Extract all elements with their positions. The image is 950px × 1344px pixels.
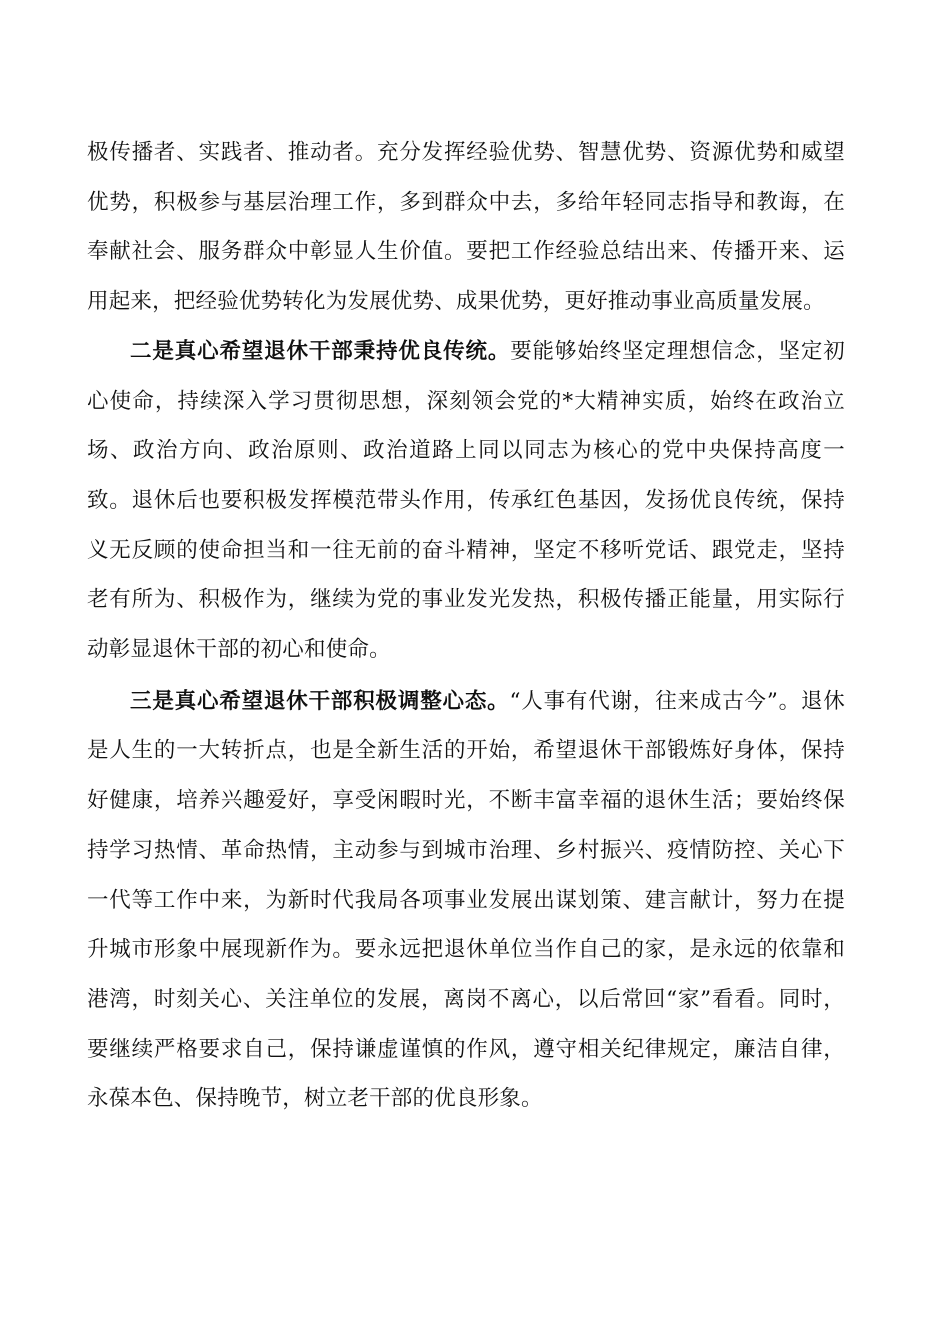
paragraph-text: 极传播者、实践者、推动者。充分发挥经验优势、智慧优势、资源优势和威望优势，积极参与基层治理工作，多到群众中去，多给年轻同志指导和教诲，在奉献社会、服务群众中彰显人生价值。要把工作经验总结出来、传播开来、运用起来，把经验优势转化为发展优势、成果优势，更好推动事业高质量发展。: [87, 140, 845, 315]
paragraph-point-two: [87, 327, 845, 675]
paragraph-text: “人事有代谢，往来成古今”。退休是人生的一大转折点，也是全新生活的开始，希望退休干部锻炼好身体，保持好健康，培养兴趣爱好，享受闲暇时光，不断丰富幸福的退休生活；要始终保持学习热情、革命热情，主动参与到城市治理、乡村振兴、疫情防控、关心下一代等工作中来，为新时代我局各项事业发展出谋划策、建言献计，努力在提升城市形象中展现新作为。要永远把退休单位当作自己的家，是永远的依靠和港湾，时刻关心、关注单位的发展，离岗不离心，以后常回“家”看看。同时，要继续严格要求自己，保持谦虚谨慎的作风，遵守相关纪律规定，廉洁自律，永葆本色、保持晚节，树立老干部的优良形象。: [87, 688, 845, 1112]
paragraph-lead-heading: 三是真心希望退休干部积极调整心态。: [130, 688, 510, 714]
document-page: [87, 128, 845, 1124]
paragraph-text: 要能够始终坚定理想信念，坚定初心使命，持续深入学习贯彻思想，深刻领会党的*大精神实质，始终在政治立场、政治方向、政治原则、政治道路上同以同志为核心的党中央保持高度一致。退休后也要积极发挥模范带头作用，传承红色基因，发扬优良传统，保持义无反顾的使命担当和一往无前的奋斗精神，坚定不移听党话、跟党走，坚持老有所为、积极作为，继续为党的事业发光发热，积极传播正能量，用实际行动彰显退休干部的初心和使命。: [87, 338, 845, 663]
paragraph-point-three: [87, 677, 845, 1124]
paragraph-lead-heading: 二是真心希望退休干部秉持优良传统。: [130, 338, 511, 364]
paragraph-continuation: [87, 128, 845, 327]
